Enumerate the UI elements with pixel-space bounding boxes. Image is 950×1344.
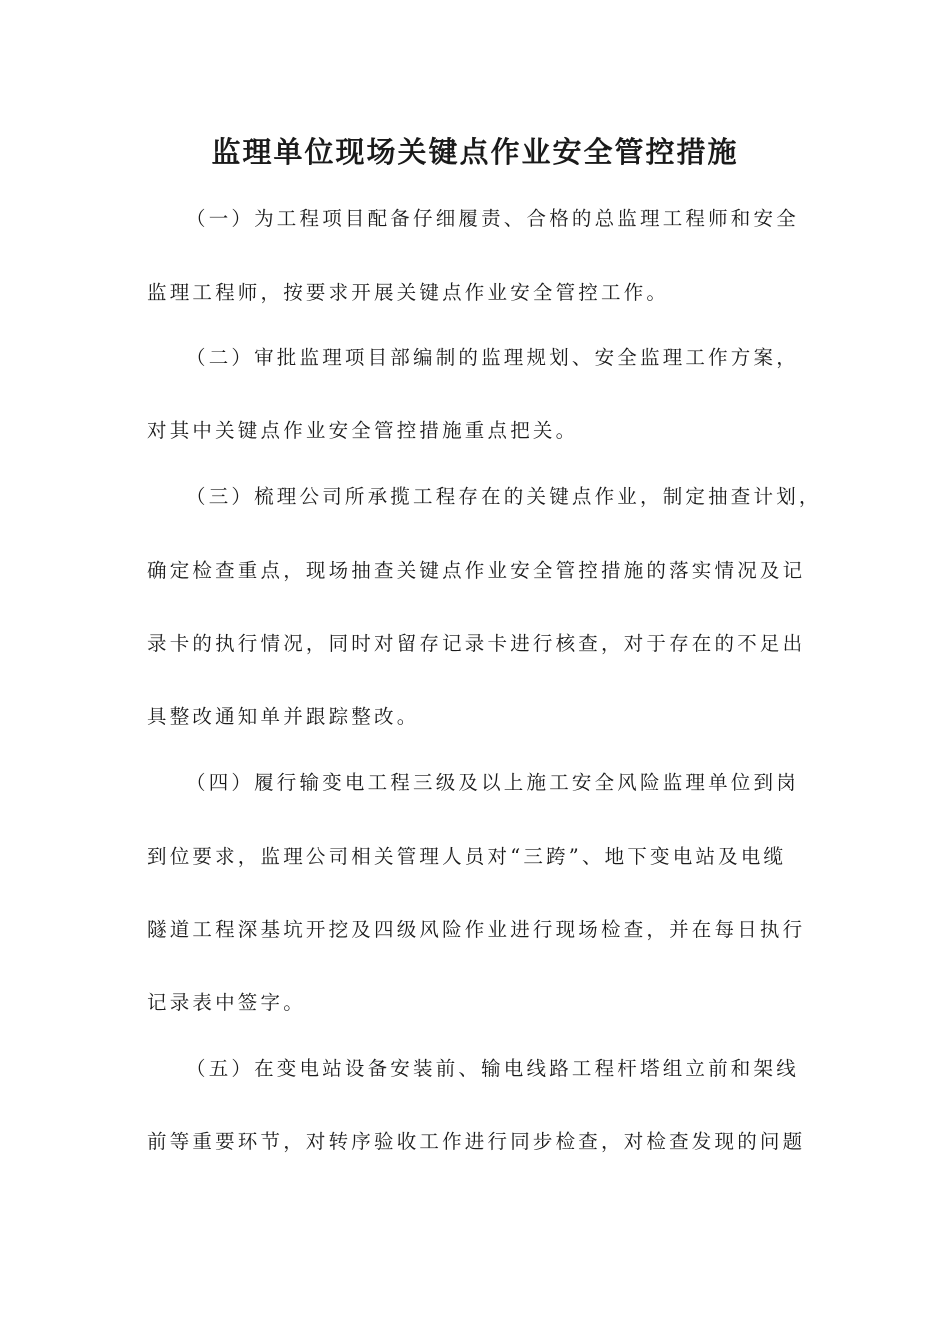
paragraph-4-line-1: （四）履行输变电工程三级及以上施工安全风险监理单位到岗 (186, 771, 799, 794)
document-title: 监理单位现场关键点作业安全管控措施 (211, 135, 739, 169)
paragraph-5-line-1: （五）在变电站设备安装前、输电线路工程杆塔组立前和架线 (186, 1057, 799, 1080)
paragraph-3-line-1: （三）梳理公司所承揽工程存在的关键点作业，制定抽查计划， (186, 485, 822, 508)
paragraph-2-line-1: （二）审批监理项目部编制的监理规划、安全监理工作方案， (186, 346, 799, 369)
paragraph-4-line-4: 记录表中签字。 (147, 991, 306, 1014)
paragraph-2-line-2: 对其中关键点作业安全管控措施重点把关。 (147, 419, 579, 442)
paragraph-4-line-2: 到位要求，监理公司相关管理人员对“三跨”、地下变电站及电缆 (147, 845, 787, 868)
paragraph-1-line-2: 监理工程师，按要求开展关键点作业安全管控工作。 (147, 281, 670, 304)
paragraph-5-line-2: 前等重要环节，对转序验收工作进行同步检查，对检查发现的问题 (147, 1130, 806, 1153)
paragraph-3-line-3: 录卡的执行情况，同时对留存记录卡进行核查，对于存在的不足出 (147, 632, 806, 655)
paragraph-1-line-1: （一）为工程项目配备仔细履责、合格的总监理工程师和安全 (186, 207, 799, 230)
paragraph-4-line-3: 隧道工程深基坑开挖及四级风险作业进行现场检查，并在每日执行 (147, 918, 806, 941)
paragraph-3-line-2: 确定检查重点，现场抽查关键点作业安全管控措施的落实情况及记 (147, 559, 806, 582)
paragraph-3-line-4: 具整改通知单并跟踪整改。 (147, 705, 420, 728)
